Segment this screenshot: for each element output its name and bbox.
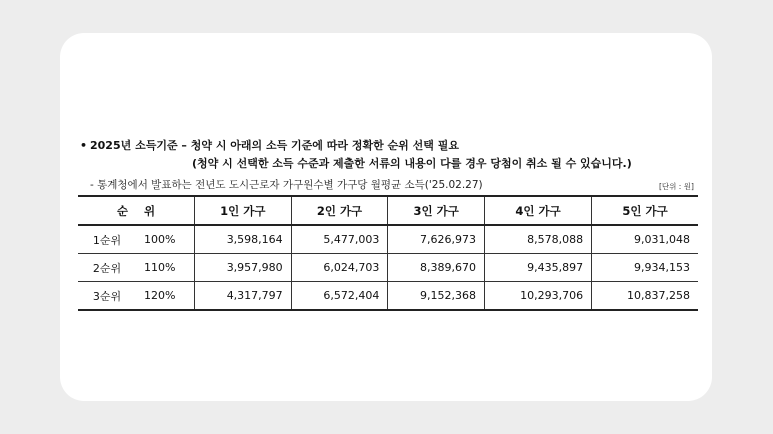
source-note: - 통계청에서 발표하는 전년도 도시근로자 가구원수별 가구당 월평균 소득('25.02.27) bbox=[90, 179, 483, 191]
rank-cell: 2순위 bbox=[92, 261, 122, 275]
bullet: • bbox=[80, 139, 88, 152]
value-cell: 10,293,706 bbox=[485, 282, 592, 311]
header-5person: 5인 가구 bbox=[592, 196, 698, 225]
value-cell: 3,598,164 bbox=[195, 225, 292, 254]
value-cell: 5,477,003 bbox=[291, 225, 388, 254]
notice-title-text: 2025년 소득기준 – 청약 시 아래의 소득 기준에 따라 정확한 순위 선택 필요 bbox=[90, 139, 459, 152]
percent-cell: 100% bbox=[144, 233, 176, 246]
value-cell: 7,626,973 bbox=[388, 225, 485, 254]
value-cell: 6,572,404 bbox=[291, 282, 388, 311]
notice-subtitle: (청약 시 선택한 소득 수준과 제출한 서류의 내용이 다를 경우 당첨이 취소 될 수 있습니다.) bbox=[192, 157, 632, 170]
value-cell: 10,837,258 bbox=[592, 282, 698, 311]
value-cell: 3,957,980 bbox=[195, 254, 292, 282]
value-cell: 9,435,897 bbox=[485, 254, 592, 282]
value-cell: 4,317,797 bbox=[195, 282, 292, 311]
table-row bbox=[78, 282, 698, 311]
value-cell: 9,152,368 bbox=[388, 282, 485, 311]
unit-label: [단위 : 원] bbox=[659, 182, 694, 191]
table-header-row bbox=[78, 196, 698, 225]
header-4person: 4인 가구 bbox=[485, 196, 592, 225]
header-2person: 2인 가구 bbox=[291, 196, 388, 225]
percent-cell: 120% bbox=[144, 289, 176, 302]
rank-cell: 1순위 bbox=[92, 233, 122, 247]
value-cell: 8,578,088 bbox=[485, 225, 592, 254]
table-row bbox=[78, 225, 698, 254]
value-cell: 9,031,048 bbox=[592, 225, 698, 254]
value-cell: 8,389,670 bbox=[388, 254, 485, 282]
income-table bbox=[78, 195, 698, 311]
header-1person: 1인 가구 bbox=[195, 196, 292, 225]
percent-cell: 110% bbox=[144, 261, 176, 274]
notice-title bbox=[80, 137, 459, 153]
header-3person: 3인 가구 bbox=[388, 196, 485, 225]
value-cell: 9,934,153 bbox=[592, 254, 698, 282]
rank-cell: 3순위 bbox=[92, 289, 122, 303]
table-row bbox=[78, 254, 698, 282]
header-rank: 순 위 bbox=[116, 203, 156, 218]
value-cell: 6,024,703 bbox=[291, 254, 388, 282]
